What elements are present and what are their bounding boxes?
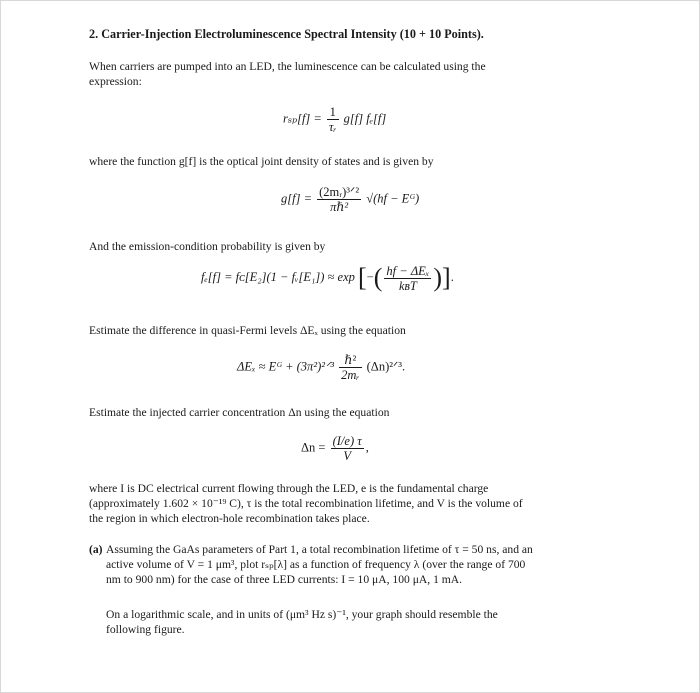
equation-emission-probability: fₑ[f] = fᴄ[E₂](1 − fᵥ[E₁]) ≈ exp [−( $\frac{\text{hf − ΔEₓ}}{\text{kʙT}}$ )]. [201,263,454,293]
intro-line-2: expression: [89,75,142,88]
eq4-numerator: ℏ² [339,353,361,368]
problem-heading: 2. Carrier-Injection Electroluminescence Spectral Intensity (10 + 10 Points). [89,27,484,41]
where-line-3: the region in which electron-hole recombination takes place. [89,512,370,525]
eq2-rhs: √(hf − Eᴳ) [366,191,420,206]
eq4-denominator: 2mᵣ [341,368,360,382]
eq4-rhs: (Δn)²ᐟ³. [366,359,406,374]
where-line-1: where I is DC electrical current flowing through the LED, e is the fundamental charge [89,482,489,495]
eq3-lhs: fₑ[f] = fᴄ[E₂](1 − fᵥ[E₁]) ≈ exp [201,269,355,284]
text-joint-density: where the function g[f] is the optical joint density of states and is given by [89,155,434,168]
eq3-denominator: kʙT [398,278,417,293]
eq2-numerator: (2mᵣ)³ᐟ² [319,185,360,199]
eq4-fraction [339,353,361,382]
right-paren-icon: ) [433,263,443,292]
followup-line-2: following figure. [106,623,185,636]
text-emission-probability: And the emission-condition probability is given by [89,240,326,253]
equation-carrier-concentration [301,434,369,463]
part-a-line-1: Assuming the GaAs parameters of Part 1, a total recombination lifetime of τ = 50 ns, and an [106,543,533,556]
eq4-lhs: ΔEₓ ≈ Eᴳ + (3π²)²ᐟ³ [237,359,335,374]
eq2-denominator: πℏ² [330,200,349,214]
eq2-lhs: g[f] = [281,191,313,206]
eq1-fraction [327,105,339,134]
part-a-line-2: active volume of V = 1 μm³, plot rₛₚ[λ] as a function of frequency λ (over the range of 700 [106,558,526,571]
eq1-numerator: 1 [327,105,339,120]
eq1-denominator: τᵣ [328,120,337,134]
eq1-rhs: g[f] fₑ[f] [343,111,387,126]
equation-joint-density [281,185,419,214]
where-line-2: (approximately 1.602 × 10⁻¹⁹ C), τ is the total recombination lifetime, and V is the volume of [89,497,523,510]
left-paren-icon: ( [373,263,383,292]
intro-line-1: When carriers are pumped into an LED, the luminescence can be calculated using the [89,60,486,73]
eq1-lhs: rₛₚ[f] = [283,111,322,126]
eq2-fraction [317,185,361,214]
equation-quasi-fermi [237,353,405,382]
text-quasi-fermi: Estimate the difference in quasi-Fermi levels ΔEₓ using the equation [89,324,406,337]
part-a-label: (a) [89,543,103,556]
eq5-rhs: , [365,440,369,455]
eq5-lhs: Δn = [301,440,326,455]
part-a [89,542,617,590]
eq5-numerator: (I/e) τ [332,434,362,448]
equation-luminescence [283,105,386,134]
eq3-fraction [384,264,431,293]
part-a-line-3: nm to 900 nm) for the case of three LED currents: I = 10 μA, 100 μA, 1 mA. [106,573,463,586]
left-bracket-icon: [ [358,263,367,292]
eq3-numerator: hf − ΔEₓ [386,263,430,278]
part-a-followup [89,607,617,641]
eq5-fraction [331,434,364,463]
eq5-denominator: V [343,449,351,463]
followup-line-1: On a logarithmic scale, and in units of (μm³ Hz s)⁻¹, your graph should resemble the [106,608,498,621]
text-carrier-concentration: Estimate the injected carrier concentration Δn using the equation [89,406,390,419]
right-bracket-icon: ] [442,263,451,292]
